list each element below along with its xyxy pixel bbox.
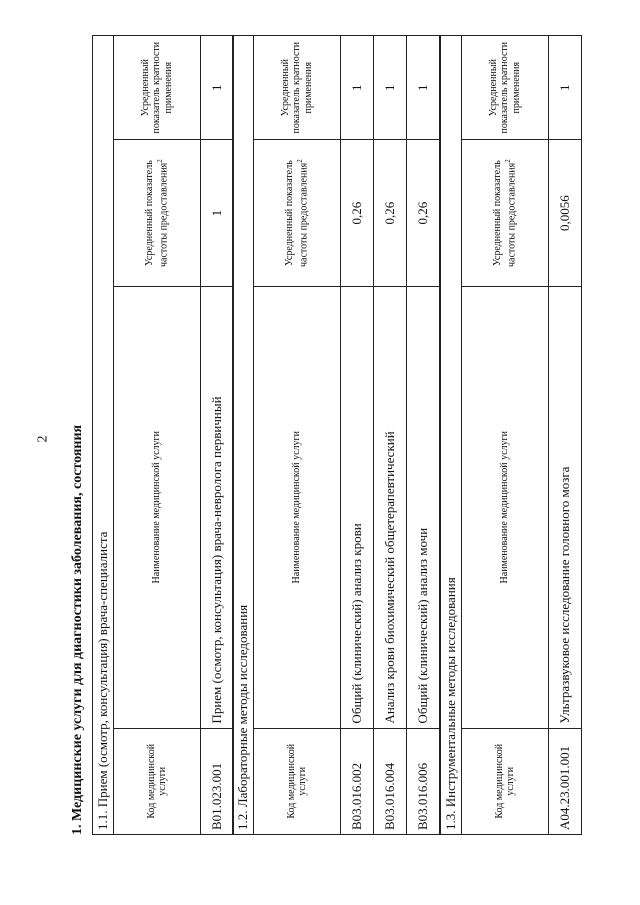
section-1-1 (92, 35, 234, 835)
table-header-row (254, 36, 341, 834)
col-name-header: Наименование медицинской услуги (254, 286, 341, 728)
col-code-header: Код медицинской услуги (254, 728, 341, 834)
col-name-header: Наименование медицинской услуги (462, 286, 549, 728)
service-name: Анализ крови биохимический общетерапевтический (374, 286, 407, 728)
service-name: Прием (осмотр, консультация) врача-невролога первичный (201, 286, 234, 728)
services-table (462, 36, 581, 834)
service-name: Общий (клинический) анализ мочи (407, 286, 440, 728)
col-mult-header: Усредненный показатель кратности применения (254, 36, 341, 140)
service-freq: 1 (201, 140, 234, 287)
service-code: B03.016.004 (374, 728, 407, 834)
section-1-2 (232, 35, 440, 835)
service-freq: 0,26 (341, 140, 374, 287)
service-code: B01.023.001 (201, 728, 234, 834)
section-title: 1.2. Лабораторные методы исследования (233, 36, 254, 834)
service-mult: 1 (549, 36, 582, 140)
service-freq: 0,0056 (549, 140, 582, 287)
table-row (201, 36, 234, 834)
service-mult: 1 (374, 36, 407, 140)
service-code: B03.016.002 (341, 728, 374, 834)
service-name: Общий (клинический) анализ крови (341, 286, 374, 728)
service-code: A04.23.001.001 (549, 728, 582, 834)
services-table (254, 36, 439, 834)
service-name: Ультразвуковое исследование головного мозга (549, 286, 582, 728)
col-code-header: Код медицинской услуги (462, 728, 549, 834)
section-1-3 (440, 35, 582, 835)
service-mult: 1 (407, 36, 440, 140)
col-freq-header: Усредненный показатель частоты предоставления$^2$ (254, 140, 341, 287)
col-name-header: Наименование медицинской услуги (114, 286, 201, 728)
service-code: B03.016.006 (407, 728, 440, 834)
service-freq: 0,26 (374, 140, 407, 287)
services-table (114, 36, 233, 834)
col-mult-header: Усредненный показатель кратности применения (462, 36, 549, 140)
col-freq-header: Усредненный показатель частоты предоставления$^2$ (462, 140, 549, 287)
page-number: 2 (35, 435, 51, 443)
document-body (70, 35, 630, 835)
main-title: 1. Медицинские услуги для диагностики заболевания, состояния (70, 424, 85, 835)
table-row (374, 36, 407, 834)
service-freq: 0,26 (407, 140, 440, 287)
section-title: 1.1. Прием (осмотр, консультация) врача-специалиста (93, 36, 114, 834)
col-mult-header: Усредненный показатель кратности применения (114, 36, 201, 140)
table-row (407, 36, 440, 834)
table-row (341, 36, 374, 834)
section-title: 1.3. Инструментальные методы исследования (441, 36, 462, 834)
table-header-row (462, 36, 549, 834)
table-row (549, 36, 582, 834)
service-mult: 1 (341, 36, 374, 140)
col-freq-header: Усредненный показатель частоты предоставления$^2$ (114, 140, 201, 287)
col-code-header: Код медицинской услуги (114, 728, 201, 834)
service-mult: 1 (201, 36, 234, 140)
table-header-row (114, 36, 201, 834)
